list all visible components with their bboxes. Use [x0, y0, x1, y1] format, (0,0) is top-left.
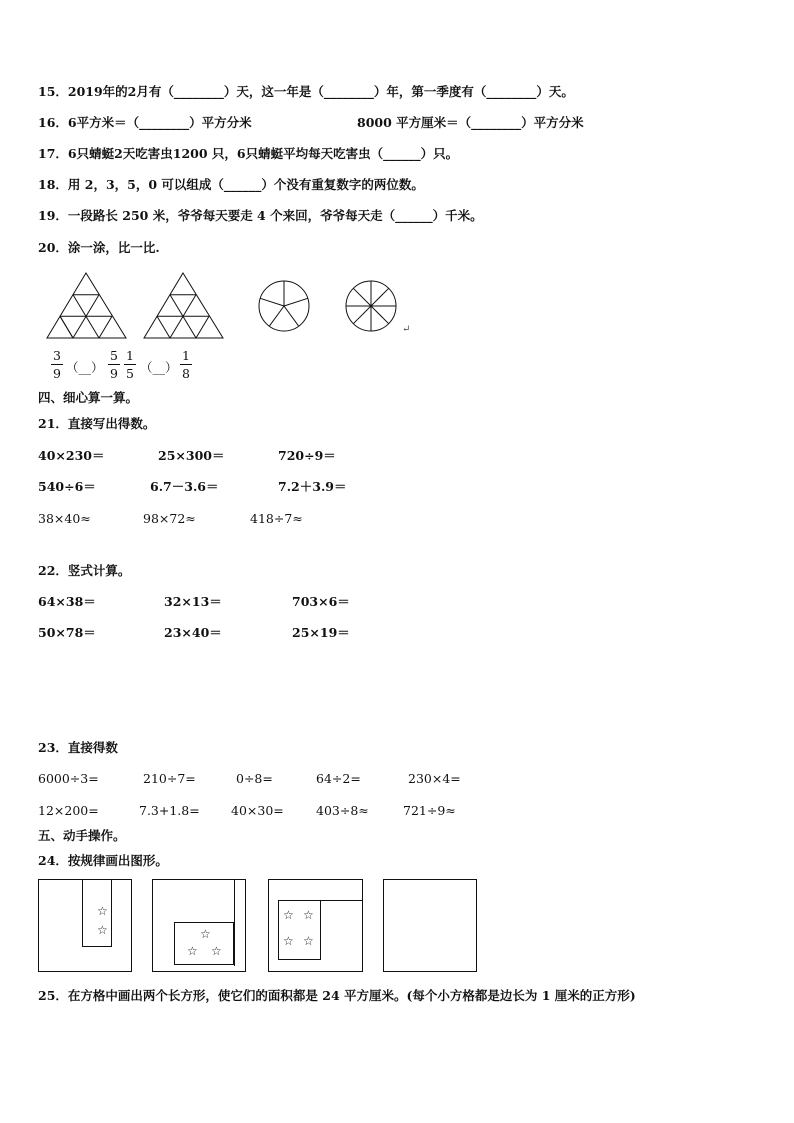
fraction-bar [180, 364, 192, 365]
q23-item-4: 64÷2= [316, 771, 361, 786]
numerator: 1 [182, 348, 190, 363]
numerator: 3 [53, 348, 61, 363]
pattern-box-2-side-line [234, 879, 235, 966]
q21-item-8: 98×72≈ [143, 511, 196, 526]
q22-item-5: 23×40＝ [164, 625, 222, 640]
pattern-box-2-inner-rect [174, 922, 234, 965]
question-17: 17．6只蜻蜓2天吃害虫1200 只，6只蜻蜓平均每天吃害虫（______）只。 [38, 146, 459, 161]
question-18: 18．用 2，3，5，0 可以组成（______）个没有重复数字的两位数。 [38, 177, 424, 192]
q23-item-5: 230×4= [408, 771, 461, 786]
question-23: 23．直接得数 [38, 740, 118, 755]
denominator: 8 [182, 366, 190, 381]
question-24: 24．按规律画出图形。 [38, 853, 168, 868]
q23-item-1: 6000÷3= [38, 771, 99, 786]
star-icon: ☆ [200, 927, 211, 941]
star-icon: ☆ [303, 934, 314, 948]
question-19: 19．一段路长 250 米，爷爷每天要走 4 个来回，爷爷每天走（______）千米。 [38, 208, 483, 223]
circle-eight-parts [345, 280, 397, 332]
question-16-part-b: 8000 平方厘米＝（________）平方分米 [357, 115, 584, 130]
section-5-heading: 五、动手操作。 [38, 828, 126, 843]
q21-item-5: 6.7－3.6＝ [150, 479, 219, 494]
q23-item-2: 210÷7= [143, 771, 196, 786]
star-icon: ☆ [283, 908, 294, 922]
question-21: 21．直接写出得数。 [38, 416, 156, 431]
denominator: 9 [53, 366, 61, 381]
pattern-box-1 [38, 879, 132, 972]
q23-item-8: 40×30= [231, 803, 284, 818]
question-16-part-a: 16．6平方米＝（________）平方分米 [38, 115, 252, 130]
pattern-answer-box[interactable] [383, 879, 477, 972]
pattern-box-3-top-line [278, 900, 363, 901]
numerator: 5 [110, 348, 118, 363]
star-icon: ☆ [97, 904, 108, 918]
compare-blank-1: （__） [66, 360, 104, 375]
numerator: 1 [126, 348, 134, 363]
q23-item-3: 0÷8= [236, 771, 273, 786]
denominator: 5 [126, 366, 134, 381]
pattern-box-3 [268, 879, 363, 972]
q23-item-9: 403÷8≈ [316, 803, 369, 818]
q21-item-9: 418÷7≈ [250, 511, 303, 526]
question-22: 22．竖式计算。 [38, 563, 131, 578]
fraction-1-5 [124, 348, 136, 381]
q22-item-1: 64×38＝ [38, 594, 96, 609]
star-icon: ☆ [97, 923, 108, 937]
fraction-bar [51, 364, 63, 365]
q22-item-3: 703×6＝ [292, 594, 350, 609]
star-icon: ☆ [187, 944, 198, 958]
q21-item-1: 40×230＝ [38, 448, 105, 463]
circle-five-parts [258, 280, 310, 332]
compare-blank-2: （__） [140, 360, 178, 375]
return-mark: ↵ [402, 324, 411, 335]
q21-item-6: 7.2＋3.9＝ [278, 479, 347, 494]
q22-item-4: 50×78＝ [38, 625, 96, 640]
q22-item-2: 32×13＝ [164, 594, 222, 609]
denominator: 9 [110, 366, 118, 381]
q21-item-3: 720÷9＝ [278, 448, 336, 463]
triangle-figure-1 [46, 272, 128, 340]
q22-item-6: 25×19＝ [292, 625, 350, 640]
question-15: 15．2019年的2月有（________）天，这一年是（________）年，第一季度有（________）天。 [38, 84, 574, 99]
pattern-box-2 [152, 879, 246, 972]
pattern-box-1-inner-rect [82, 879, 112, 947]
q23-item-10: 721÷9≈ [403, 803, 456, 818]
fraction-bar [124, 364, 136, 365]
star-icon: ☆ [303, 908, 314, 922]
pattern-box-3-inner-rect [278, 900, 321, 960]
star-icon: ☆ [211, 944, 222, 958]
fraction-5-9 [108, 348, 120, 381]
q21-item-2: 25×300＝ [158, 448, 225, 463]
fraction-1-8 [180, 348, 192, 381]
question-20: 20．涂一涂，比一比. [38, 240, 160, 255]
q21-item-7: 38×40≈ [38, 511, 91, 526]
question-25: 25．在方格中画出两个长方形，使它们的面积都是 24 平方厘米。(每个小方格都是边长为 1 厘米的正方形) [38, 988, 636, 1003]
fraction-bar [108, 364, 120, 365]
fraction-3-9 [51, 348, 63, 381]
q21-item-4: 540÷6＝ [38, 479, 96, 494]
q23-item-7: 7.3+1.8= [139, 803, 200, 818]
star-icon: ☆ [283, 934, 294, 948]
section-4-heading: 四、细心算一算。 [38, 390, 139, 405]
q23-item-6: 12×200= [38, 803, 99, 818]
triangle-figure-2 [143, 272, 225, 340]
